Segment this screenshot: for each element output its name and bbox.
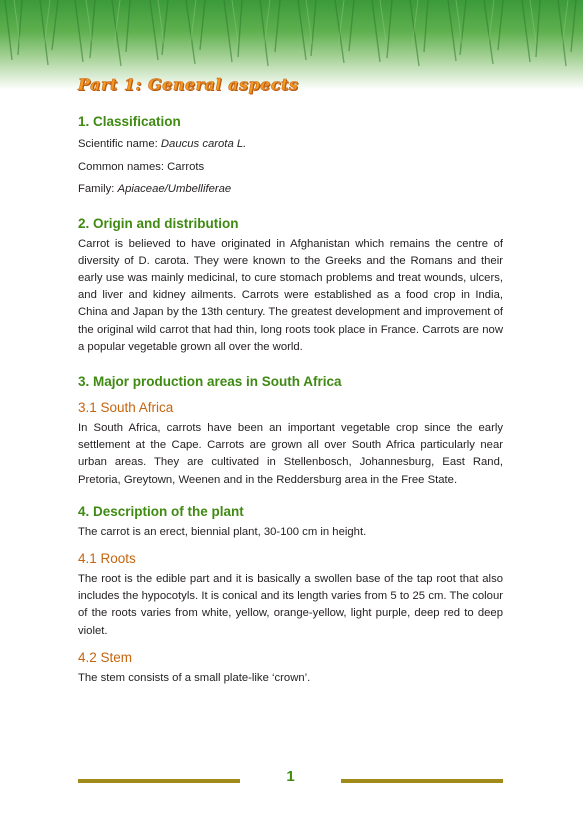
- heading-classification: 1. Classification: [78, 114, 181, 129]
- origin-paragraph: Carrot is believed to have originated in Afghanistan which remains the centre of diversity of D. carota. They were known to the Greeks and the Romans and their early use was mainly medicinal, to cure stomach problems and treat wounds, ulcers, and liver and kidney ailments. Carrots were established as a food crop in India, China and Japan by the 13th century. The greatest development and improvement of the original wild carrot that had thin, long roots took place in France. Carrots are now a popular vegetable grown all over the world.: [78, 237, 503, 353]
- section-origin: [78, 214, 503, 356]
- scientific-name-value: Daucus carota L.: [160, 138, 247, 150]
- common-names-line: Common names: Carrots: [78, 160, 205, 173]
- heading-production: 3. Major production areas in South Africa: [78, 373, 342, 389]
- page-number: 1: [286, 768, 295, 785]
- scientific-name-label: Scientific name:: [78, 138, 161, 150]
- heading-origin: 2. Origin and distribution: [78, 215, 239, 231]
- production-paragraph: In South Africa, carrots have been an important vegetable crop since the early settlement at the Cape. Carrots are grown all over South Africa particularly near urban areas. They are cultivated in Stellenbosch, Johannesburg, East Rand, Pretoria, Greytown, Weenen and in the Reddersburg area in the Free State.: [78, 421, 503, 486]
- subheading-stem: 4.2 Stem: [78, 649, 133, 665]
- stem-paragraph: The stem consists of a small plate-like ‘crown’.: [78, 671, 311, 684]
- subheading-roots: 4.1 Roots: [78, 550, 136, 566]
- subheading-south-africa: 3.1 South Africa: [78, 399, 174, 415]
- section-description: [78, 502, 503, 687]
- scientific-name-line: [78, 133, 503, 156]
- section-classification: [78, 112, 503, 201]
- family-label: Family:: [78, 183, 118, 195]
- description-paragraph: The carrot is an erect, biennial plant, 30-100 cm in height.: [78, 525, 367, 538]
- part-title: Part 1: General aspects: [78, 75, 299, 94]
- family-line: [78, 178, 503, 201]
- classification-details: [78, 133, 503, 201]
- section-production: [78, 372, 503, 489]
- document-body: [78, 112, 503, 687]
- heading-description: 4. Description of the plant: [78, 503, 244, 519]
- family-value: Apiaceae/Umbelliferae: [117, 183, 232, 195]
- roots-paragraph: The root is the edible part and it is basically a swollen base of the tap root that also includes the hypocotyls. It is conical and its length varies from 5 to 25 cm. The colour of the roots varies from white, yellow, orange-yellow, light purple, deep red to deep violet.: [78, 572, 503, 637]
- page-footer: [78, 768, 503, 792]
- footer-rule-right: [341, 779, 503, 783]
